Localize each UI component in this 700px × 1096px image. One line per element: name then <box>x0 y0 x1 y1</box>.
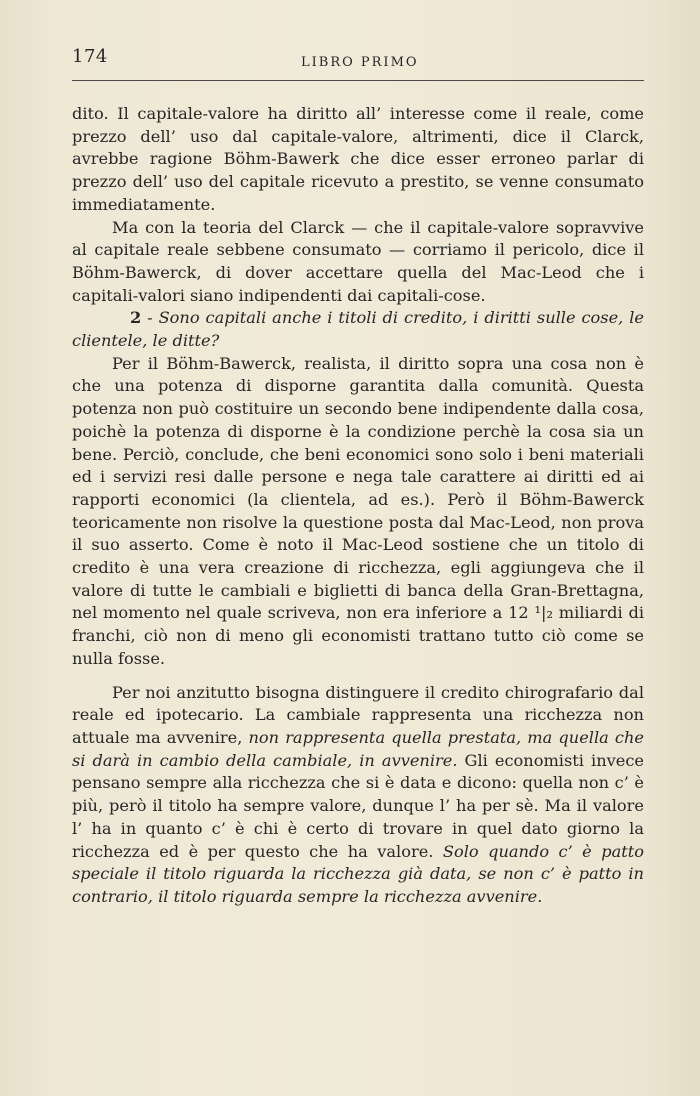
page-header <box>72 46 644 84</box>
section-heading <box>72 307 644 352</box>
paragraph-credit-italic-a: non rappresenta quella prestata, ma quella che si darà in cambio della cambiale, in avvenire. <box>72 727 644 770</box>
paragraph-credit-roman-a: Per noi anzitutto bisogna distinguere il credito chirografario dal reale ed ipotecario. La cambiale rappresenta una ricchezza non attuale ma avvenire, <box>72 682 644 747</box>
paragraph-clarck-theory: Ma con la teoria del Clarck — che il capitale-valore sopravvive al capitale reale sebbene consumato — corriamo il pericolo, dice il Böhm-Bawerck, di dover accettare quella del Mac-Leod che i capitali-valori siano indipendenti dai capitali-cose. <box>72 217 644 305</box>
paragraph-continued: dito. Il capitale-valore ha diritto all’ interesse come il reale, come prezzo dell’ uso dal capitale-valore, altrimenti, dice il Clarck, avrebbe ragione Böhm-Bawerk che dice esser erroneo parlar di prezzo dell’ uso del capitale ricevuto a prestito, se venne consumato immediatamente. <box>72 104 644 214</box>
section-number: 2 <box>130 308 142 328</box>
paragraph-credit <box>72 682 644 909</box>
section-separator: - <box>141 308 159 328</box>
running-head: LIBRO PRIMO <box>301 55 419 70</box>
body-text <box>72 103 644 909</box>
section-title: Sono capitali anche i titoli di credito, i diritti sulle cose, le clientele, le ditte? <box>72 308 644 351</box>
paragraph-credit-roman-b: Gli economisti invece pensano sempre alla ricchezza che si è data e dicono: quella non c’ è più, però il titolo ha sempre valore, dunque l’ ha per sè. Ma il valore l’ ha in quanto c’ è chi è certo di trovare in quel dato giorno la ricchezza ed è per questo che ha valore. <box>72 750 644 861</box>
page-number: 174 <box>72 46 108 67</box>
paragraph-bohm-bawerck: Per il Böhm-Bawerck, realista, il diritto sopra una cosa non è che una potenza di disporne garantita dalla comunità. Questa potenza non può costituire un secondo bene indipendente dalla cosa, poichè la potenza di disporne è la condizione perchè la cosa sia un bene. Perciò, conclude, che beni economici sono solo i beni materiali ed i servizi resi dalle persone e nega tale carattere ai diritti ed ai rapporti economici (la clientela, ad es.). Però il Böhm-Bawerck teoricamente non risolve la questione posta dal Mac-Leod, non prova il suo asserto. Come è noto il Mac-Leod sostiene che un titolo di credito è una vera creazione di ricchezza, egli aggiungeva che il valore di tutte le cambiali e biglietti di banca della Gran-Brettagna, nel momento nel quale scriveva, non era inferiore a 12 ¹|₂ miliardi di franchi, ciò non di meno gli economisti trattano tutto ciò come se nulla fosse. <box>72 353 644 668</box>
paragraph-gap <box>72 671 644 682</box>
header-rule <box>72 80 644 81</box>
paragraph-credit-italic-b: Solo quando c’ è patto speciale il titolo riguarda la ricchezza già data, se non c’ è patto in contrario, il titolo riguarda sempre la ricchezza avvenire. <box>72 841 644 906</box>
